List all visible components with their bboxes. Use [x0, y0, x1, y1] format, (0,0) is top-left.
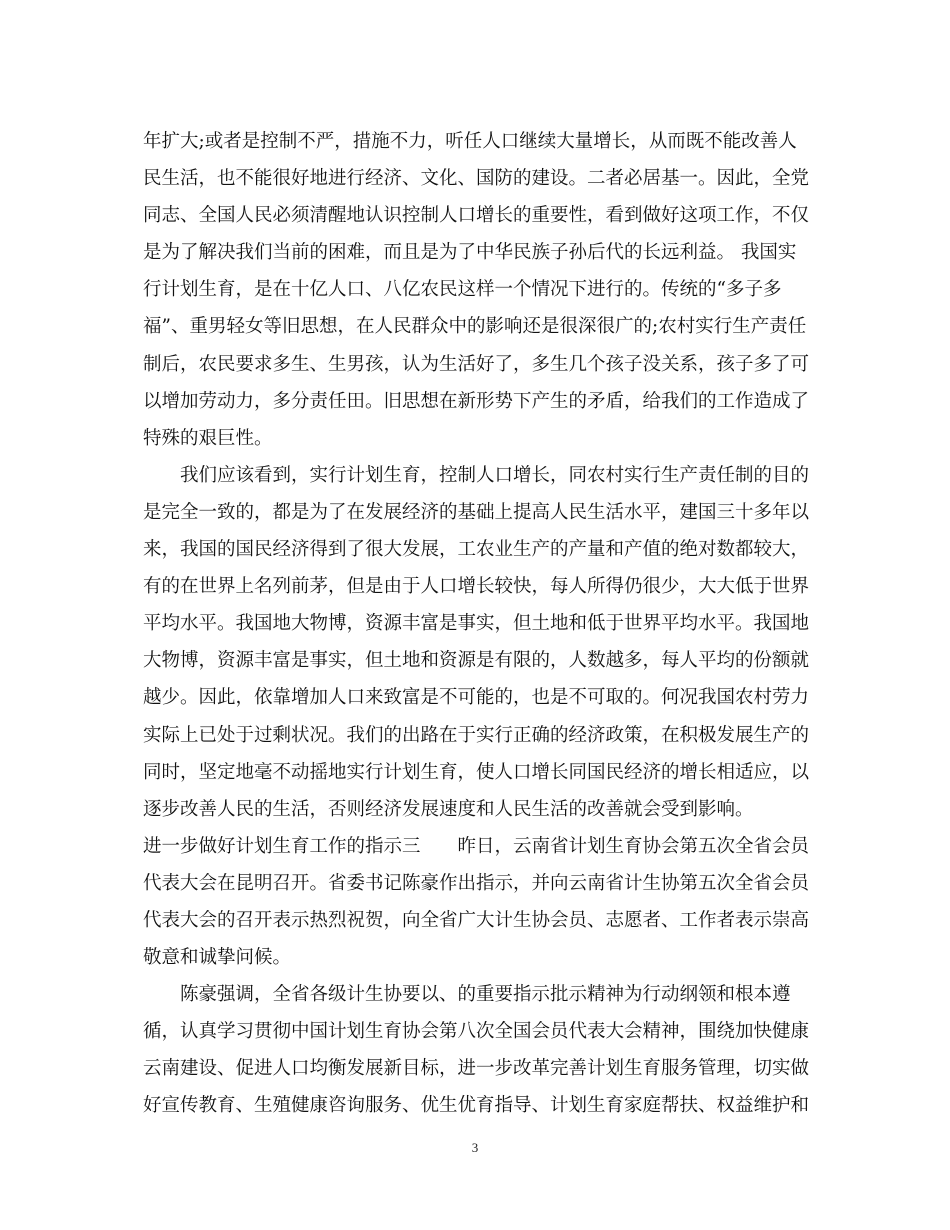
text-line: 云南建设、促进人口均衡发展新目标，进一步改革完善计划生育服务管理，切实做 — [143, 1058, 810, 1080]
text-line: 平均水平。我国地大物博，资源丰富是事实，但土地和低于世界平均水平。我国地 — [143, 613, 810, 635]
text-line: 同志、全国人民必须清醒地认识控制人口增长的重要性，看到做好这项工作，不仅 — [143, 205, 810, 227]
text-line: 制后，农民要求多生、生男孩，认为生活好了，多生几个孩子没关系，孩子多了可 — [143, 353, 810, 375]
text-line: 循，认真学习贯彻中国计划生育协会第八次全国会员代表大会精神，围绕加快健康 — [143, 1021, 810, 1043]
text-line: 敬意和诚挚问候。 — [143, 947, 292, 969]
text-line: 同时，坚定地毫不动摇地实行计划生育，使人口增长同国民经济的增长相适应，以 — [143, 761, 810, 783]
text-line: 实际上已处于过剩状况。我们的出路在于实行正确的经济政策，在积极发展生产的 — [143, 724, 810, 746]
text-line: 有的在世界上名列前茅，但是由于人口增长较快，每人所得仍很少，大大低于世界 — [143, 576, 810, 598]
text-line: 好宣传教育、生殖健康咨询服务、优生优育指导、计划生育家庭帮扶、权益维护和 — [143, 1095, 810, 1117]
text-line: 民生活，也不能很好地进行经济、文化、国防的建设。二者必居基一。因此，全党 — [143, 168, 810, 190]
text-line: 进一步做好计划生育工作的指示三 昨日，云南省计划生育协会第五次全省会员 — [143, 835, 810, 857]
text-line: 行计划生育，是在十亿人口、八亿农民这样一个情况下进行的。传统的“多子多 — [143, 279, 782, 301]
text-line: 来，我国的国民经济得到了很大发展，工农业生产的产量和产值的绝对数都较大， — [143, 539, 810, 561]
text-line: 以增加劳动力，多分责任田。旧思想在新形势下产生的矛盾，给我们的工作造成了 — [143, 390, 810, 412]
text-line: 年扩大;或者是控制不严，措施不力，听任人口继续大量增长，从而既不能改善人 — [143, 131, 797, 152]
text-line: 是为了解决我们当前的困难，而且是为了中华民族子孙后代的长远利益。 我国实 — [143, 242, 797, 264]
body-text — [143, 123, 815, 1125]
text-line: 代表大会的召开表示热烈祝贺，向全省广大计生协会员、志愿者、工作者表示崇高 — [143, 909, 810, 931]
text-line: 是完全一致的，都是为了在发展经济的基础上提高人民生活水平，建国三十多年以 — [143, 501, 810, 523]
text-line: 大物博，资源丰富是事实，但土地和资源是有限的，人数越多，每人平均的份额就 — [143, 650, 810, 672]
text-line: 特殊的艰巨性。 — [143, 427, 273, 449]
text-line: 我们应该看到，实行计划生育，控制人口增长，同农村实行生产责任制的目的 — [143, 464, 810, 486]
text-line: 代表大会在昆明召开。省委书记陈豪作出指示，并向云南省计生协第五次全省会员 — [143, 872, 810, 894]
text-line: 越少。因此，依靠增加人口来致富是不可能的，也是不可取的。何况我国农村劳力 — [143, 687, 810, 709]
text-line: 逐步改善人民的生活，否则经济发展速度和人民生活的改善就会受到影响。 — [143, 798, 754, 820]
text-line: 陈豪强调，全省各级计生协要以、的重要指示批示精神为行动纲领和根本遵 — [143, 984, 791, 1006]
page-number: 3 — [471, 1140, 479, 1155]
text-line: 福”、重男轻女等旧思想，在人民群众中的影响还是很深很广的;农村实行生产责任 — [143, 316, 807, 338]
